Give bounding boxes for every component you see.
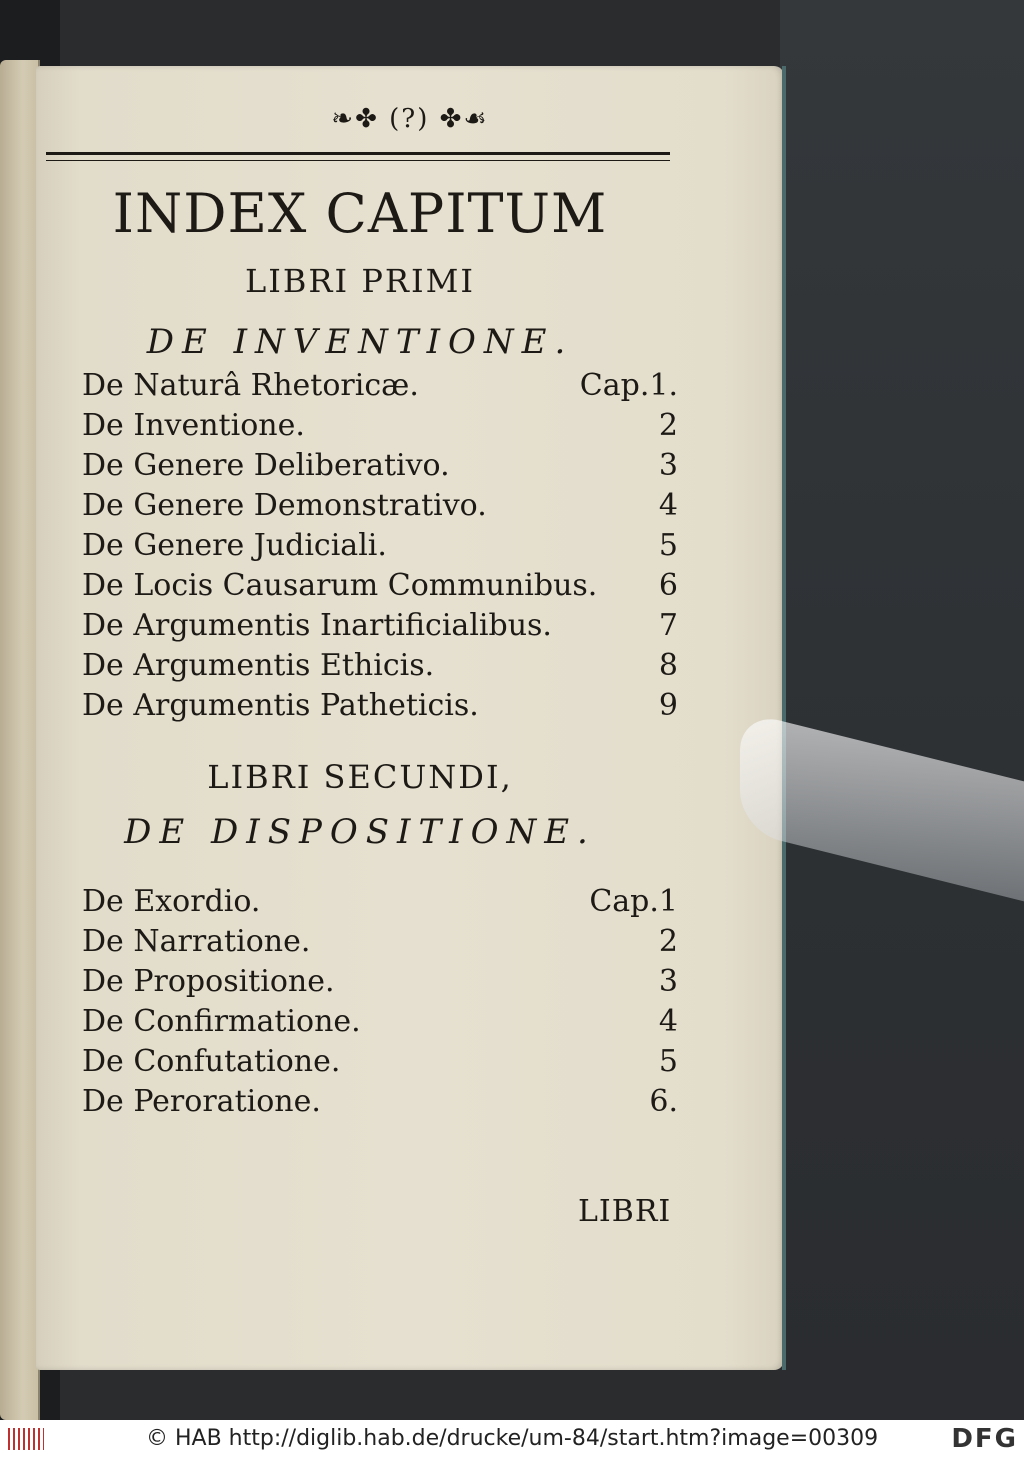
entry-number: 4	[658, 1004, 678, 1039]
ornament-left-icon: ❧✤	[331, 104, 390, 134]
entry-label: De Peroratione.	[82, 1084, 321, 1119]
source-credit[interactable]: © HAB http://diglib.hab.de/drucke/um-84/start.htm?image=00309	[146, 1426, 879, 1451]
entry-number: 5	[658, 528, 678, 563]
background-right	[780, 0, 1024, 1420]
page-title: INDEX CAPITUM	[112, 182, 608, 245]
entry-number: Cap.1	[589, 884, 678, 919]
adjacent-page-edge	[0, 60, 40, 1420]
ornament-right-icon: ✤☙	[429, 104, 489, 134]
book1-subheading: DE INVENTIONE.	[146, 322, 574, 362]
entry-number: 6.	[649, 1084, 678, 1119]
entry-label: De Genere Deliberativo.	[82, 448, 450, 483]
barcode-icon	[8, 1428, 44, 1450]
entry-label: De Exordio.	[82, 884, 261, 919]
entry-label: De Propositione.	[82, 964, 335, 999]
page-number-header	[36, 104, 784, 134]
entry-number: 3	[658, 964, 678, 999]
entry-label: De Genere Demonstrativo.	[82, 488, 487, 523]
entry-number: 7	[658, 608, 678, 643]
header-text: (?)	[389, 104, 430, 134]
book2-heading: LIBRI SECUNDI,	[207, 758, 513, 796]
entry-label: De Argumentis Patheticis.	[82, 688, 479, 723]
entry-number: 3	[658, 448, 678, 483]
page-edge	[782, 66, 786, 1370]
entry-label: De Argumentis Ethicis.	[82, 648, 435, 683]
viewer-footer	[0, 1420, 1024, 1458]
entry-number: 9	[658, 688, 678, 723]
book1-heading: LIBRI PRIMI	[245, 262, 475, 300]
entry-label: De Narratione.	[82, 924, 311, 959]
entry-label: De Inventione.	[82, 408, 305, 443]
entry-number: 8	[658, 648, 678, 683]
entry-number: 6	[658, 568, 678, 603]
entry-label: De Confirmatione.	[82, 1004, 361, 1039]
dfg-logo: DFG	[951, 1424, 1018, 1454]
entry-number: 2	[658, 924, 678, 959]
entry-label: De Genere Judiciali.	[82, 528, 387, 563]
entry-label: De Confutatione.	[82, 1044, 341, 1079]
entry-label: De Locis Causarum Communibus.	[82, 568, 598, 603]
book2-subheading: DE DISPOSITIONE.	[124, 812, 596, 852]
entry-label: De Naturâ Rhetoricæ.	[82, 368, 419, 403]
catchword: LIBRI	[578, 1194, 672, 1229]
entry-number: 2	[658, 408, 678, 443]
header-rule	[46, 152, 670, 161]
entry-number: 4	[658, 488, 678, 523]
entry-label: De Argumentis Inartificialibus.	[82, 608, 552, 643]
book-page	[36, 66, 784, 1370]
entry-number: 5	[658, 1044, 678, 1079]
entry-number: Cap.1.	[579, 368, 678, 403]
